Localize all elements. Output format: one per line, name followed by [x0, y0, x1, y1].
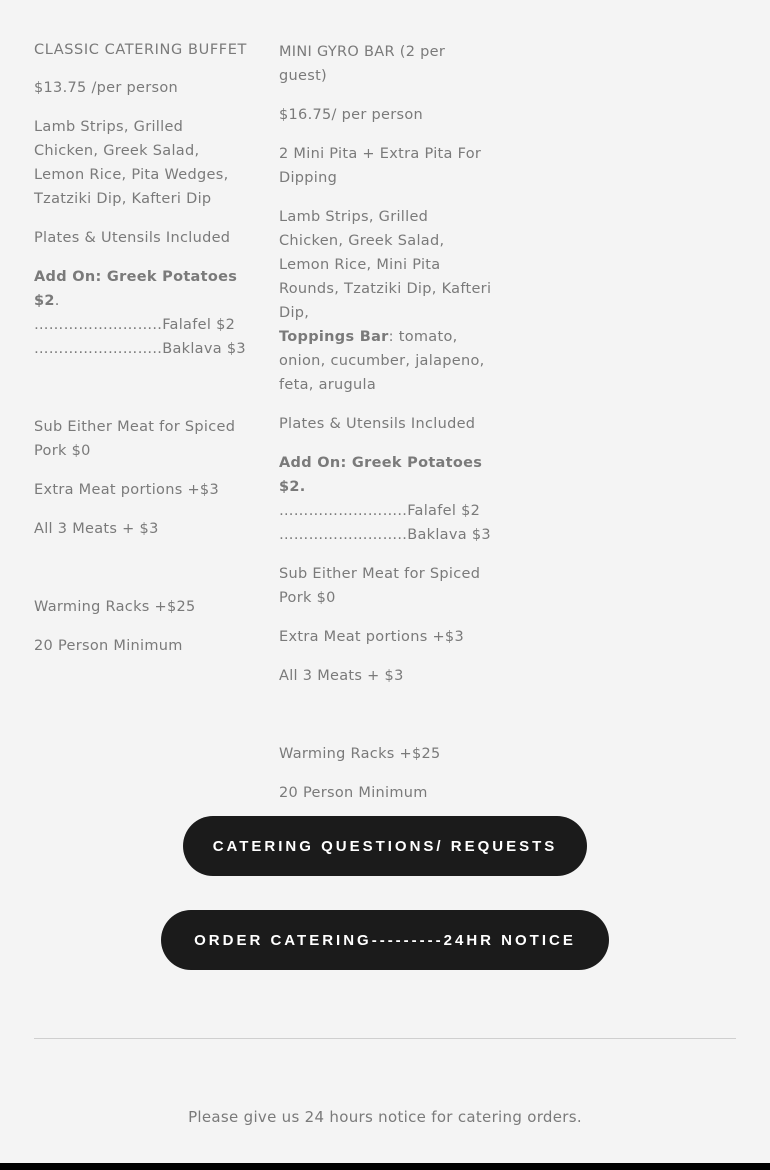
classic-extra-meat: Extra Meat portions +$3: [34, 482, 219, 498]
classic-sub-pork: Sub Either Meat for Spiced Pork $0: [34, 419, 236, 459]
gyro-minimum: 20 Person Minimum: [279, 785, 428, 801]
divider: [34, 1038, 736, 1039]
gyro-toppings-label: Toppings Bar: [279, 329, 389, 345]
gyro-addon-label: Add On: Greek Potatoes $2.: [279, 455, 483, 495]
gyro-warming-racks: Warming Racks +$25: [279, 746, 441, 762]
gyro-bar-column: [279, 40, 494, 805]
gyro-sub-pork: Sub Either Meat for Spiced Pork $0: [279, 566, 481, 606]
classic-buffet-items: Lamb Strips, Grilled Chicken, Greek Salad, Lemon Rice, Pita Wedges, Tzatziki Dip, Kafteri Dip: [34, 119, 229, 207]
classic-buffet-column: [34, 40, 249, 658]
classic-buffet-plates: Plates & Utensils Included: [34, 230, 231, 246]
gyro-bar-title: MINI GYRO BAR (2 per guest): [279, 44, 446, 84]
gyro-toppings: [279, 325, 494, 397]
classic-buffet-title: CLASSIC CATERING BUFFET: [34, 42, 247, 58]
gyro-all-3-meats: All 3 Meats + $3: [279, 668, 404, 684]
classic-minimum: 20 Person Minimum: [34, 638, 183, 654]
gyro-addon-baklava: ……………………..Baklava $3: [279, 527, 491, 543]
gyro-extra-meat: Extra Meat portions +$3: [279, 629, 464, 645]
classic-warming-racks: Warming Racks +$25: [34, 599, 196, 615]
footer-bar: [0, 1163, 770, 1170]
gyro-bar-items: Lamb Strips, Grilled Chicken, Greek Salad, Lemon Rice, Mini Pita Rounds, Tzatziki Dip, Kafteri Dip,: [279, 209, 492, 321]
catering-questions-button[interactable]: CATERING QUESTIONS/ REQUESTS: [183, 816, 587, 876]
classic-addon-baklava: ……………………..Baklava $3: [34, 341, 246, 357]
gyro-bar-plates: Plates & Utensils Included: [279, 416, 476, 432]
classic-addon: [34, 265, 249, 313]
catering-notice: Please give us 24 hours notice for catering orders.: [188, 1108, 582, 1126]
classic-buffet-price: $13.75 /per person: [34, 80, 179, 96]
gyro-bar-price: $16.75/ per person: [279, 107, 424, 123]
gyro-bar-pita: 2 Mini Pita + Extra Pita For Dipping: [279, 146, 482, 186]
classic-addon-label: Add On: Greek Potatoes $2: [34, 269, 238, 309]
classic-addon-falafel: ……………………..Falafel $2: [34, 317, 236, 333]
classic-addon-suffix: .: [54, 293, 60, 309]
gyro-addon-falafel: ……………………..Falafel $2: [279, 503, 481, 519]
order-catering-button[interactable]: ORDER CATERING---------24HR NOTICE: [161, 910, 609, 970]
gyro-toppings-list: : tomato, onion, cucumber, jalapeno, feta, arugula: [279, 329, 485, 393]
classic-all-3-meats: All 3 Meats + $3: [34, 521, 159, 537]
